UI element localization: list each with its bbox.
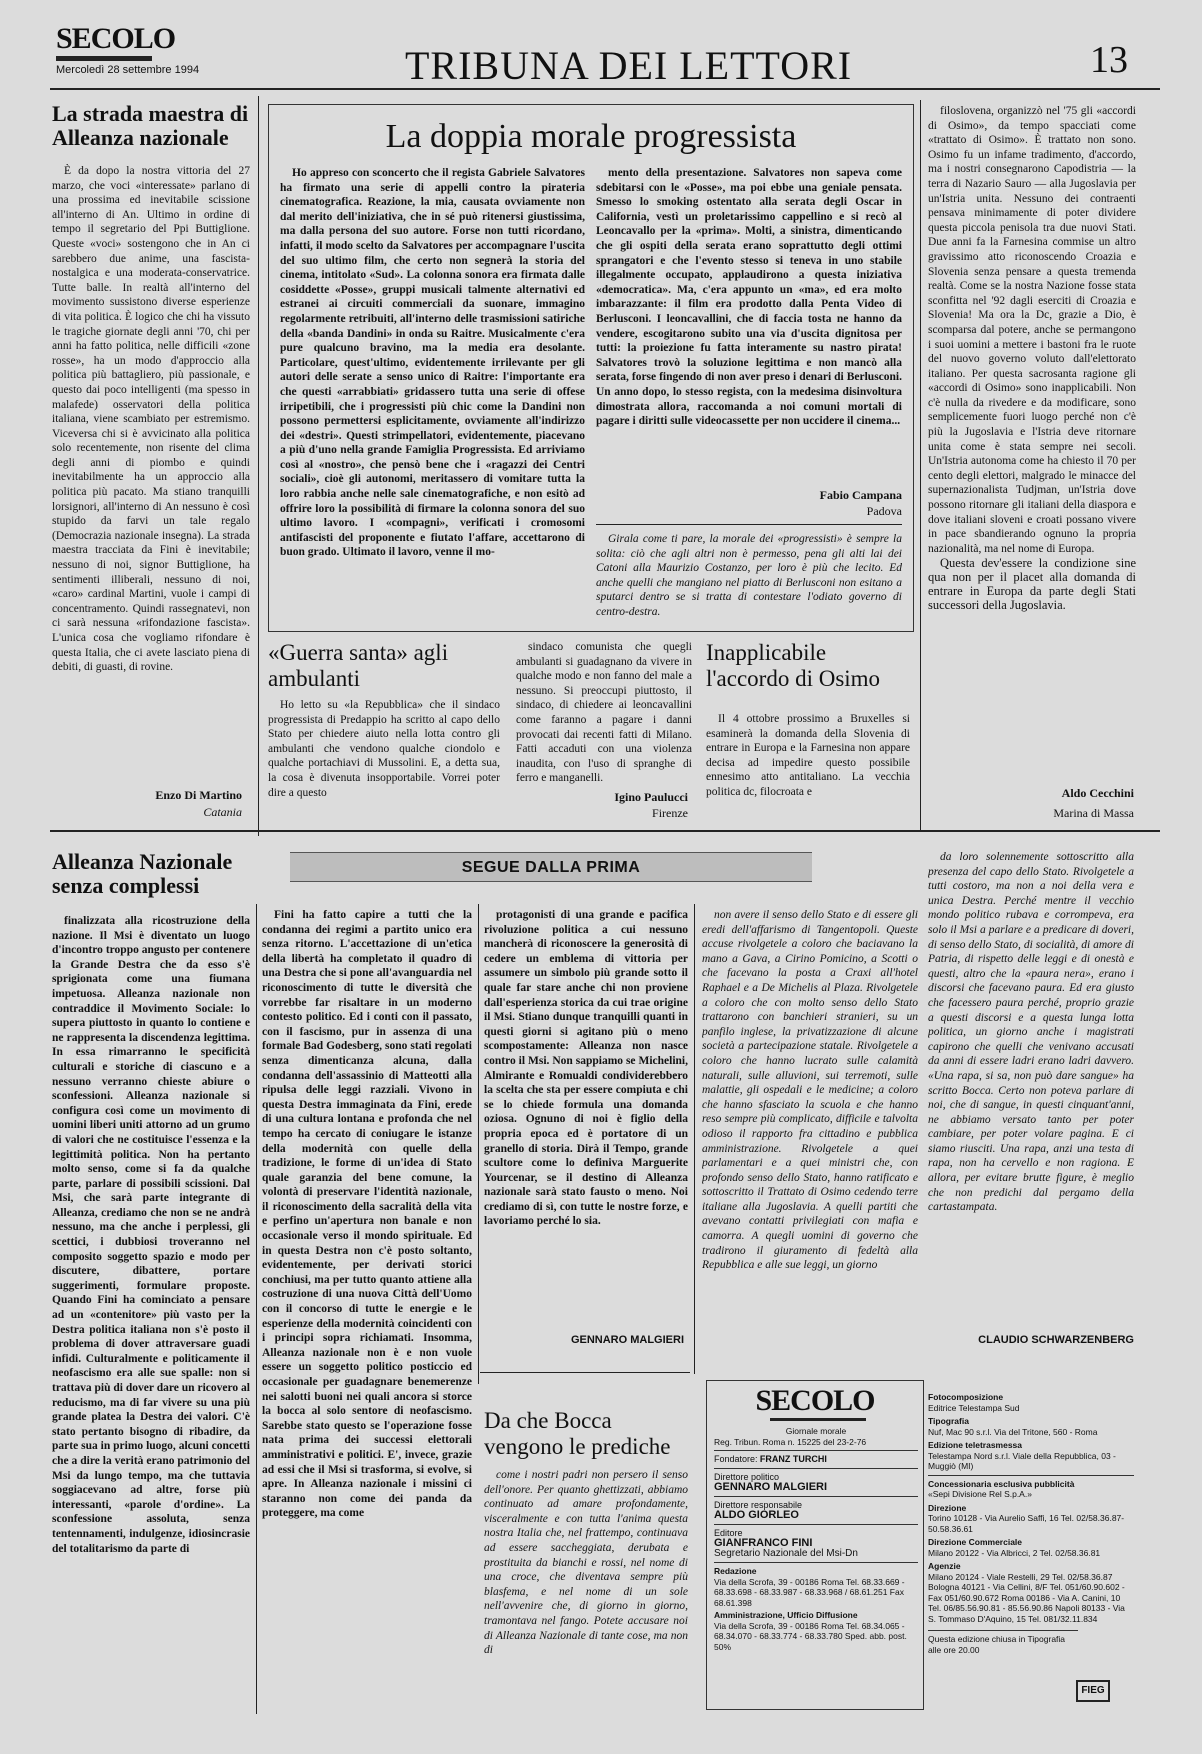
political-director: GENNARO MALGIERI bbox=[714, 1481, 828, 1493]
article2-place: Padova bbox=[866, 504, 902, 518]
article2-comment bbox=[596, 532, 902, 624]
section-title: TRIBUNA DEI LETTORI bbox=[405, 43, 853, 88]
publisher-label: Editore bbox=[714, 1527, 743, 1538]
masthead-date: Mercoledì 28 settembre 1994 bbox=[56, 64, 200, 76]
colophon-right-label: Concessionaria esclusiva pubblicità bbox=[928, 1478, 1075, 1489]
article1-body bbox=[52, 164, 250, 784]
colophon-right-label: Direzione Commerciale bbox=[928, 1537, 1023, 1547]
logo-underline bbox=[56, 56, 152, 61]
article3-title: «Guerra santa» agli ambulanti bbox=[268, 640, 449, 691]
article4-title: Inapplicabile l'accordo di Osimo bbox=[706, 640, 881, 691]
colophon-right-text: Editrice Telestampa Sud bbox=[928, 1402, 1020, 1413]
article5-col2-text: Fini ha fatto capire a tutti che la condanna dei regimi a partito unico era senza ritorno. L'accettazione di un'etica della libertà ha completato il quadro di una Destra che si pone all'avanguardia nel riconoscimento di tutte le diversità che vorrebbe far risaltare in un moderno contesto politico. Ed i conti con il passato, con il fascismo, pur in assenza di una formale Bad Godesberg, sono stati regolati senza dimenticanza alcuna, dalla condanna dell'assassinio di Matteotti alla ripulsa delle leggi razziali. Vivono in questa Destra immaginata da Fini, erede di una cultura lontana e profonda che nel tempo ha cercato di coniugare le istanze della modernità con quelle della tradizione, le forme di un'idea di Stato quale garanzia del bene comune, la volontà di preservare l'identità nazionale, il riconoscimento della sacralità della vita e perfino un'apertura non banale e non occasionale verso il mondo spirituale. Ed in questa Destra non c'è posto soltanto, evidentemente, per derivati storici conchiusi, ma per tutto quanto attiene alla costruzione di una nuova Città dell'Uomo con il concorso di tutte le energie e le esperienze della modernità coincidenti con i principi sopra richiamati. Insomma, Alleanza nazionale non è e non vuole essere un soggetto politico posticcio ed occasionale per guadagnare benemerenze nei salotti buoni nei quali ancora si storce la bocca al solo sentore di neofascismo. Sarebbe stato questo se l'operazione fosse nata prima dei successi elettorali amministrativi e politici. E', invece, grazie ad essi che il Msi si trasforma, si evolve, si apre. In Alleanza nazionale i missini ci staranno non come dei panda da proteggere, ma come bbox=[262, 909, 472, 1520]
article3-col1-text: Ho letto su «la Repubblica» che il sindaco progressista di Predappio ha scritto al capo dello Stato per chiedere aiuto nella lotta contro gli ambulanti che vendono qualche ciondolo e qualche portachiavi di Mussolini. E, a detta sua, la cosa è divenuta insopportabile. Vorrei poter dire a questo bbox=[268, 699, 500, 799]
column-divider bbox=[258, 96, 259, 836]
masthead-logo: SECOLO bbox=[56, 22, 176, 55]
article2-col1 bbox=[280, 166, 585, 624]
article7-rule bbox=[480, 1372, 690, 1373]
article3-col2 bbox=[516, 640, 692, 790]
colophon-right-text: Telestampa Nord s.r.l. Viale della Repubblica, 03 - Muggiò (MI) bbox=[928, 1450, 1116, 1471]
page-number: 13 bbox=[1090, 39, 1128, 81]
amministrazione-label: Amministrazione, Ufficio Diffusione bbox=[714, 1610, 858, 1620]
article5-col3-text: protagonisti di una grande e pacifica rivoluzione politica a cui nessuno mancherà di riconoscere la generosità di cedere un emblema di vittoria per assumere un simbolo più grande sotto il quale far stare anche chi non proviene dall'esperienza storica da cui trae origine il Msi. Stiano dunque tranquilli quanti in questi giorni si agitano più o meno scompostamente: Alleanza non nasce contro il Msi. Non sappiamo se Michelini, Almirante e Romualdi condividerebbero la scelta che sta per essere compiuta e chi se lo chiede formula una domanda oziosa. Ognuno di noi è figlio della propria epoca ed è portatore di un granello di storia. Dirà il Tempo, grande scultore come lo definiva Marguerite Yourcenar, se il destino di Alleanza nazionale sarà stato fausto o meno. Noi crediamo di sì, con tutte le nostre forze, e lavoriamo perché lo sia. bbox=[484, 909, 688, 1228]
article3-col1 bbox=[268, 698, 500, 812]
article4-author: Aldo Cecchini bbox=[1061, 786, 1134, 800]
article2-col1-text: Ho appreso con sconcerto che il regista Gabriele Salvatores ha firmato una serie di appelli contro la pirateria cinematografica. Reazione, la mia, causata ovviamente non dal merito dell'iniziativa, che in sé può ritenersi giustissima, ma dalla persona del suo autore. Forse non tutti ricordano, infatti, il modo scelto da Salvatores per accompagnare l'uscita del suo ultimo film, che certo non segnerà la storia del cinema, intitolato «Sud». La colonna sonora era firmata dalle cosiddette «Posse», gruppi musicali talmente alternativi ed estranei ai circuiti commerciali da suonare, immagino regolarmente retribuiti, all'interno delle trasmissioni satiriche della «banda Dandini» in onda su Raitre. Musicalmente c'era pure qualcuno bravino, ma la media era desolante. Particolare, quest'ultimo, evidentemente irrilevante per gli autori delle serate a senso unico di Raitre: l'importante era che questi «arrabbiati» gridassero tutta una serie di offese irripetibili, che i progressisti più chic come la Dandini non possono permettersi esplicitamente, ovviamente all'indirizzo dei «destri». Questi strimpellatori, evidentemente, piacevano a più d'uno nella grande Famiglia Progressista. Ed arriviamo così al «nostro», che pensò bene che i «ragazzi dei Centri sociali», cioè gli autonomi, meritassero di vomitare tutta la loro rabbia anche nelle sale cinematografiche, e non esitò ad offrire loro la possibilità di firmare la colonna sonora del suo ultimo lavoro. I «compagni», verificati i cromosomi antifascisti del proponente e fiutato l'affare, accettarono di buon grado. Ultimato il lavoro, venne il mo- bbox=[280, 167, 585, 559]
colophon-subtitle: Giornale morale bbox=[785, 1426, 847, 1436]
colophon-right-label: Agenzie bbox=[928, 1561, 961, 1571]
article3-author: Igino Paulucci bbox=[614, 790, 688, 804]
colophon-closing-text: Questa edizione chiusa in Tipografia alle ore 20.00 bbox=[928, 1634, 1066, 1655]
colophon-right bbox=[928, 1392, 1134, 1710]
article1-title: La strada maestra di Alleanza nazionale bbox=[52, 101, 249, 150]
column-divider bbox=[694, 904, 695, 1374]
article3-col2-text: sindaco comunista che quegli ambulanti si guadagnano da vivere in qualche modo e non fanno del male a nessuno. Si preoccupi piuttosto, il sindaco, di chiedere ai leoncavallini come faranno a pagare i danni provocati dai recenti fatti di Milano. Fatti accaduti con una violenza inaudita, con l'uso di spranghe di ferro e manganelli. bbox=[516, 641, 692, 785]
publisher-role: Segretario Nazionale del Msi-Dn bbox=[714, 1547, 858, 1559]
colophon-right-text: Milano 20122 - Via Albricci, 2 Tel. 02/58.36.81 bbox=[928, 1547, 1101, 1558]
responsible-director-label: Direttore responsabile bbox=[714, 1499, 803, 1510]
amministrazione: Via della Scrofa, 39 - 00186 Roma Tel. 68.34.065 - 68.34.070 - 68.33.774 - 68.33.780 Sped. abb. post. 50% bbox=[714, 1620, 907, 1652]
article5-col1-text: finalizzata alla ricostruzione della nazione. Il Msi è diventato un luogo d'incontro troppo angusto per contenere la Grande Destra che da esso s'è sprigionata come una fiumana impetuosa. Alleanza nazionale non contraddice il Movimento Sociale: lo supera piuttosto in quanto lo contiene e ne rappresenta la discendenza legittima. In essa rimarranno le specificità culturali e storiche di ciascuno e a nessuno verranno chieste abiure o sconfessioni. Alleanza nazionale si configura così come un movimento di uomini liberi uniti attorno ad un grumo di valori che ne costituisce l'essenza e la legittimità politica. Non ha pertanto molto senso, come si fa da qualche parte, parlare di possibili scissioni. Dal Msi, che sarà parte integrante di Alleanza, crediamo che non se ne andrà nessuno, ma che anche i perplessi, gli scettici, i dubbiosi troveranno nel composito soggetto spazio e modo per discutere, dibattere, portare suggerimenti, formulare proposte. Quando Fini ha cominciato a pensare ad un «contenitore» più vasto per la Destra politica italiana non s'è posto il problema di dover attraversare guadi infidi. Culturalmente e politicamente il neofascismo era alle sue spalle: non si trattava più di dover dare un ricovero al reducismo, ma di far vivere su una più grande platea la Destra dei valori. C'è stato pertanto bisogno di ribadire, da parte sua in primo luogo, alcuni concetti che a dire la verità erano patrimonio del Msi da lungo tempo, ma che tuttavia soggiacevano ad altre, forse più interessanti, «parole d'ordine». La sconfessione assoluta, senza tentennamenti, indulgenze, idiosincrasie del totalitarismo da parte di bbox=[52, 915, 250, 1555]
article1-author: Enzo Di Martino bbox=[155, 788, 242, 802]
comment-rule bbox=[596, 524, 902, 525]
article3-place: Firenze bbox=[652, 806, 688, 820]
article5-col1 bbox=[52, 914, 250, 1714]
redazione-label: Redazione bbox=[714, 1566, 757, 1576]
responsible-director: ALDO GIORLEO bbox=[714, 1509, 799, 1521]
article2-col2-text: mento della presentazione. Salvatores non sapeva come sdebitarsi con le «Posse», ma poi ebbe una geniale pensata. Smesso lo smoking ostentato alla serata degli Oscar in California, vestì un proletarissimo cappellino e si recò al Leoncavallo per la «prima». Molti, a sinistra, dimenticando che gli ospiti della serata erano soprattutto degli ottimi sprangatori e che l'evento stesso si teneva in uno stabile illegalmente occupato, applaudirono a questa iniziativa «democratica». Ma, c'era appunto un «ma», ed era molto imbarazzante: il film era prodotto dalla Penta Video di Berlusconi. I leoncavallini, che di faccia tosta ne hanno da vendere, escogitarono subito una via d'uscita dignitosa per tutti: la proiezione fu fatta interamente su nastro pirata! Salvatores trovò la soluzione legittima e non mancò alla serata, forse fingendo di non aver preso i denari di Berlusconi. Un anno dopo, lo stesso regista, con la medesima disinvoltura dimostrata allora, raccomanda a noi comuni mortali di pagare i diritti sulle videocassette per non uccidere il cinema... bbox=[596, 167, 902, 428]
colophon-logo-bar bbox=[770, 1418, 866, 1421]
section-rule bbox=[50, 830, 1160, 832]
colophon-right-label: Edizione teletrasmessa bbox=[928, 1440, 1023, 1450]
colophon-right-label: Tipografia bbox=[928, 1416, 969, 1426]
article6-col5 bbox=[928, 850, 1134, 1330]
column-divider bbox=[478, 904, 479, 1384]
article5-title: Alleanza Nazionale senza complessi bbox=[52, 849, 233, 898]
founder-label: Fondatore: bbox=[714, 1454, 758, 1464]
article4-col2a-text: filoslovena, organizzò nel '75 gli «accordi di Osimo», da tempo spacciati come «trattato di Osimo». È trattato non sono. Osimo fu un infame tradimento, d'accordo, ma i nostri consegnarono Capodistria — la terra di Nazario Sauro — alla Jugoslavia per un'Istria unita. Nessuno dei contraenti pensava minimamente di poter dividere questa piccola penisola tra due nuovi Stati. Due anni fa la Farnesina commise un altro gravissimo atto riconoscendo Croazia e Slovenia senza pensare a questa tremenda realtà. Come se la nostra Nazione fosse stata sconfitta nel '92 dagli eserciti di Croazia e Slovenia! Ma ora la Dc, grazie a Dio, è scomparsa dal potere, anche se permangono i suoi uomini a mettere i bastoni fra le ruote del nuovo governo voluto dall'elettorato italiano. Per questa sacrosanta ragione gli «accordi di Osimo» sono inapplicabili. Non c'è nulla da rivedere e da modificare, sono semplicemente fuori luogo perché non c'è più la Jugoslavia e l'Istria deve ritornare unita come è stata sempre nei secoli. Un'Istria autonoma come ha chiesto il 70 per cento degli elettori, malgrado le minacce del supernazionalista Tudjman, un'Istria dove possono ritornare gli italiani della diaspora e dove italiani sloveni e croati possano vivere in pace sbandierando ognuno la propria nazionalità, ma nel nome di Europa. bbox=[928, 105, 1136, 555]
article2-author: Fabio Campana bbox=[819, 488, 902, 502]
article1-place: Catania bbox=[203, 805, 242, 819]
masthead-rule bbox=[50, 88, 1160, 90]
article7-body bbox=[484, 1468, 688, 1714]
article5-col3 bbox=[484, 908, 688, 1288]
colophon-right-label: Direzione bbox=[928, 1502, 967, 1513]
redazione: Via della Scrofa, 39 - 00186 Roma Tel. 68.33.669 - 68.33.698 - 68.33.987 - 68.33.968 / 68.61.251 Fax 68.61.398 bbox=[714, 1576, 905, 1608]
article2-title: La doppia morale progressista bbox=[385, 118, 797, 155]
article7-title: Da che Bocca vengono le prediche bbox=[484, 1408, 671, 1459]
article7-text: come i nostri padri non persero il senso dell'onore. Per quanto ghettizzati, abbiamo continuato ad amare profondamente, visceralmente e con tutta l'anima questa nostra Italia che, nel frattempo, continuava ad essere saccheggiata, derubata e prostituita da bianchi e rossi, nel nome di una croce, che diventava sempre più blasfema, e nel nome di un sole nell'avvenire che, di giorno in giorno, tramontava nel fango. Potete accusare noi di Alleanza Nazionale di tante cose, ma non di bbox=[484, 1469, 688, 1657]
article6-col4 bbox=[702, 908, 918, 1378]
colophon-right-text: Nuf, Mac 90 s.r.l. Via del Tritone, 560 - Roma bbox=[928, 1426, 1098, 1437]
colophon-right-text: Torino 10128 - Via Aurelio Saffi, 16 Tel. 02/58.36.87-50.58.36.61 bbox=[928, 1513, 1125, 1534]
article4-col1-text: Il 4 ottobre prossimo a Bruxelles si esaminerà la domanda della Slovenia di entrare in Europa e la Farnesina non appare decisa ad impedire questo possibile ennesimo atto antitaliano. La vecchia politica dc, filocroata e bbox=[706, 713, 910, 798]
colophon-right-text: Milano 20124 - Viale Restelli, 29 Tel. 02/58.36.87 Bologna 40121 - Via Cellini, 8/F Tel. 051/60.90.602 - Fax 051/60.90.672 Roma 00186 - Via A. Canini, 10 Tel. 06/85.56.90.81 - 85.56.90.86 Napoli 80133 - Via S. Tommaso D'Aquino, 15 Tel. 081/32.11.834 bbox=[928, 1571, 1125, 1624]
colophon-reg: Reg. Tribun. Roma n. 15225 del 23-2-76 bbox=[714, 1436, 867, 1447]
colophon-left bbox=[714, 1426, 918, 1652]
column-divider bbox=[256, 904, 257, 1714]
article4-col2b-text: Questa dev'essere la condizione sine qua non per il placet alla domanda di entrare in Europa da parte degli Stati successori della Jugoslavia. bbox=[928, 556, 1136, 613]
article4-place: Marina di Massa bbox=[1053, 806, 1134, 820]
article4-col2 bbox=[928, 104, 1136, 680]
colophon-right-text: «Sepi Divisione Rel S.p.A.» bbox=[928, 1489, 1032, 1499]
article6-col5-text: da loro solennemente sottoscritto alla presenza del capo dello Stato. Rivolgetele a tutti costoro, ma non a noi della vera e unica Destra. Perché mentre il vecchio mondo politico rubava e corrompeva, era solo il Msi a parlare e a predicare di doveri, di senso dello Stato, di socialità, di amore di Patria, di rispetto delle leggi e di onestà e questi, altro che la «paura nera», erano i discorsi che facevano paura. Ed era giusto che facessero paura perché, proprio grazie a questi discorsi e a questa lunga lotta politica, un giorno anche i magistrati capirono che quelli che venivano accusati da anni di essere ladri erano ladri davvero. «Una rapa, si sa, non può dare sangue» ha scritto Bocca. Certo non poteva parlare di noi, che di sangue, in questi cinquant'anni, ne abbiamo versato tanto per poter cambiare, per poter volare pagina. E ci siamo riusciti. Una rapa, anzi una testa di rapa, non ha cervello e non ragiona. E allora, per evitare brutte figure, è meglio che non predichi dal pergamo della cartastampata. bbox=[928, 851, 1134, 1214]
article4-col1 bbox=[706, 712, 910, 814]
colophon-right-label: Fotocomposizione bbox=[928, 1392, 1004, 1402]
publisher: GIANFRANCO FINI bbox=[714, 1537, 813, 1549]
founder: FRANZ TURCHI bbox=[759, 1454, 827, 1464]
segue-banner: SEGUE DALLA PRIMA bbox=[290, 852, 812, 882]
fieg-logo: FIEG bbox=[1076, 1680, 1110, 1702]
article1-text: È da dopo la nostra vittoria del 27 marzo, che voci «interessate» parlano di una prossima ed inevitabile scissione all'interno di An. Ultimo in ordine di tempo il segretario del Ppi Buttiglione. Queste «voci» sostengono che in An ci sarebbero due anime, una fascista-nostalgica e una moderata-conservatrice. Tutte balle. In realtà all'interno del movimento sussistono diverse esperienze di vita politica. È logico che chi ha vissuto le tragiche giornate degli anni '70, chi per anni ha fatto politica, nelle difficili «zone rosse», ha un modo d'approccio alla politica più battagliero, più passionale, e questo dai poco intelligenti (ma spesso in malafede) osservatori della politica italiana, viene scambiato per estremismo. Viceversa chi si è avvicinato alla politica solo recentemente, non risente del clima degli anni di piombo e quindi inevitabilmente ha un approccio alla politica più pacato. Ma stiano tranquilli lorsignori, all'interno di An nessuno è così stupido da farvi un tale regalo (Democrazia nazionale insegna). La strada maestra tracciata da Fini è inevitabile; nessuno di noi, signor Buttiglione, ha sentimenti illiberali, nessuno di noi, «caro» cardinal Martini, vuole i campi di concentramento. Quindi rassegnatevi, non ci sarà nessuna «rifondazione fascista». L'unica cosa che vogliamo rifondare è questa Italia, che ci avete lasciato piena di debiti, di guasti, di rovine. bbox=[52, 165, 250, 674]
article2-comment-text: Girala come ti pare, la morale dei «progressisti» è sempre la solita: ciò che agli altri non è permesso, pena gli alti lai dei Catoni alla Maurizio Costanzo, per loro è più che lecito. Ed anche quelli che mangiano nel piatto di Berlusconi non esitano a sputarci dentro se si tratta di contestare l'odiato governo di centro-destra. bbox=[596, 533, 902, 618]
column-divider bbox=[920, 100, 921, 830]
colophon-logo: SECOLO bbox=[755, 1384, 875, 1417]
article5-author: GENNARO MALGIERI bbox=[570, 1334, 684, 1346]
article2-col2 bbox=[596, 166, 902, 486]
article5-col2 bbox=[262, 908, 472, 1714]
article6-col4-text: non avere il senso dello Stato e di essere gli eredi dell'affarismo di Tangentopoli. Queste accuse rivolgetele a coloro che baciavano la mano a Gava, a Cirino Pomicino, a Scotti o che facevano la posta a Craxi all'hotel Raphael e a De Michelis al Plaza. Rivolgetele a coloro che con molto senso dello Stato trattarono con banchieri stranieri, su un panfilo inglese, la privatizzazione di alcune società a partecipazione statale. Rivolgetele a coloro che hanno lucrato sulle calamità naturali, sulle alluvioni, sui terremoti, sulle malattie, gli ospedali e le medicine; a coloro che hanno sfasciato la scuola e che hanno reso sempre più complicato, difficile e talvolta odioso il rapporto fra cittadino e pubblica amministrazione. Rivolgetele a quei parlamentari e a quei ministri che, con profondo senso dello Stato, hanno ratificato e sottoscritto il Trattato di Osimo cedendo terre italiane alla Jugoslavia. A quelli partiti che avevano contatti privilegiati con mafia e camorra. A quegli uomini di governo che tradirono il giuramento di fedeltà alla Repubblica e alle sue leggi, un giorno bbox=[702, 909, 918, 1272]
article6-author: CLAUDIO SCHWARZENBERG bbox=[978, 1334, 1134, 1346]
political-director-label: Direttore politico bbox=[714, 1471, 780, 1482]
